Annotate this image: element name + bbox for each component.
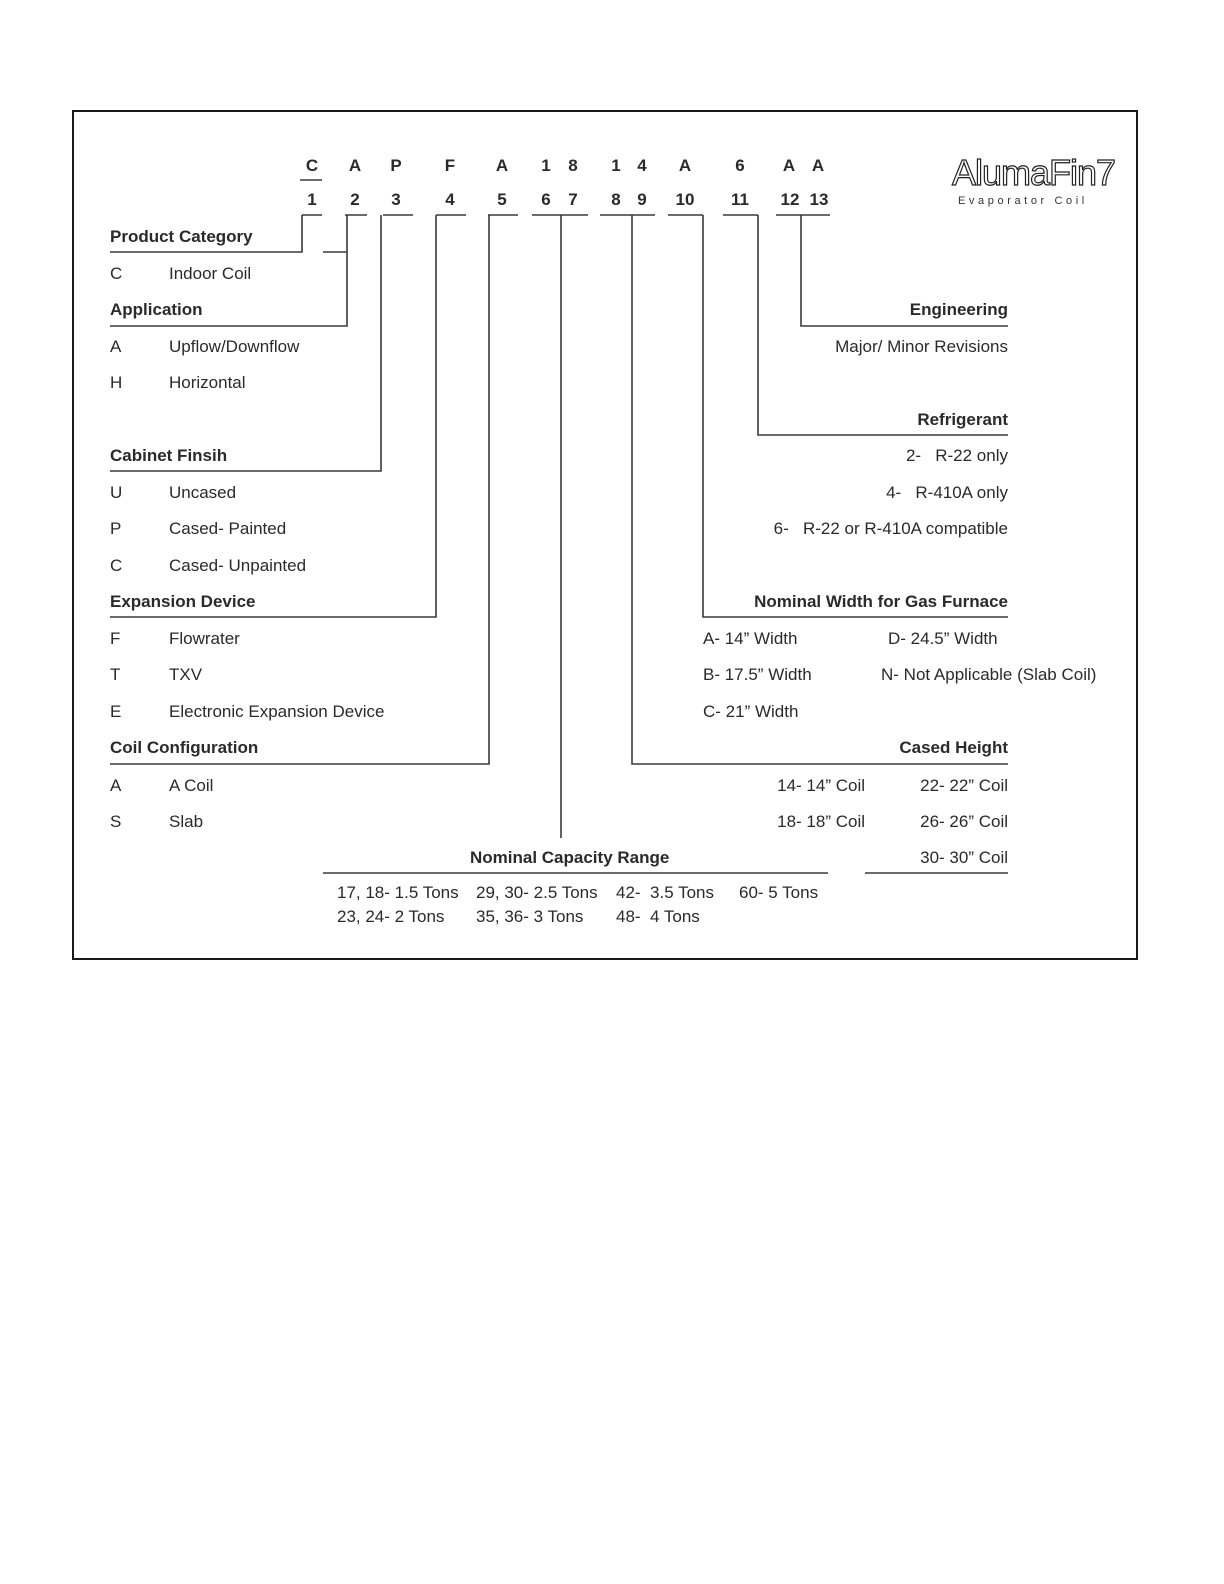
height-option: 22- 22” Coil [920, 776, 1008, 795]
code-label: Electronic Expansion Device [169, 702, 385, 721]
position-number: 8 [611, 190, 621, 209]
model-char: 1 [611, 156, 621, 175]
height-option: 26- 26” Coil [920, 812, 1008, 831]
code-letter: C [110, 556, 123, 575]
capacity-option: 17, 18- 1.5 Tons [337, 883, 459, 902]
position-number: 4 [445, 190, 455, 209]
coil-configuration-title: Coil Configuration [110, 738, 259, 757]
code-letter: S [110, 812, 122, 831]
height-option: 30- 30” Coil [920, 848, 1008, 867]
width-option: N- Not Applicable (Slab Coil) [881, 665, 1097, 684]
height-option: 14- 14” Coil [777, 776, 865, 795]
nominal-width-title: Nominal Width for Gas Furnace [754, 592, 1008, 611]
capacity-option: 23, 24- 2 Tons [337, 907, 445, 926]
model-char: A [782, 156, 796, 175]
model-char: A [348, 156, 362, 175]
cabinet-finish-title: Cabinet Finsih [110, 446, 228, 465]
model-char: 1 [541, 156, 551, 175]
code-letter: F [110, 629, 121, 648]
model-char: 6 [735, 156, 745, 175]
cased-height-title: Cased Height [899, 738, 1008, 757]
code-letter: P [110, 519, 122, 538]
position-number: 2 [350, 190, 360, 209]
capacity-option: 35, 36- 3 Tons [476, 907, 584, 926]
model-char: C [305, 156, 319, 175]
position-number: 1 [307, 190, 317, 209]
code-label: Flowrater [169, 629, 240, 648]
model-char: 4 [637, 156, 647, 175]
engineering-title: Engineering [909, 300, 1008, 319]
refrigerant-item: 2- R-22 only [905, 446, 1008, 465]
capacity-option: 60- 5 Tons [739, 883, 819, 902]
model-char: A [495, 156, 509, 175]
width-option: A- 14” Width [703, 629, 798, 648]
alumafin-logo: AlumaFin7 [952, 152, 1116, 193]
position-number: 13 [809, 190, 829, 209]
code-letter: C [110, 264, 123, 283]
capacity-title: Nominal Capacity Range [470, 848, 670, 867]
refrigerant-title: Refrigerant [917, 410, 1008, 429]
code-letter: A [110, 337, 122, 356]
code-label: Uncased [169, 483, 237, 502]
refrigerant-item: 6- R-22 or R-410A compatible [773, 519, 1008, 538]
expansion-device-title: Expansion Device [110, 592, 256, 611]
code-label: Indoor Coil [169, 264, 252, 283]
model-char: 8 [568, 156, 578, 175]
model-char: A [811, 156, 825, 175]
height-option: 18- 18” Coil [777, 812, 865, 831]
code-label: TXV [169, 665, 203, 684]
code-label: A Coil [169, 776, 214, 795]
engineering-item: Major/ Minor Revisions [835, 337, 1008, 356]
code-label: Cased- Painted [169, 519, 287, 538]
width-option: D- 24.5” Width [888, 629, 998, 648]
position-number: 11 [731, 190, 749, 209]
application-title: Application [110, 300, 203, 319]
position-number: 10 [675, 190, 695, 209]
code-label: Horizontal [169, 373, 246, 392]
position-number: 3 [391, 190, 401, 209]
code-letter: A [110, 776, 122, 795]
refrigerant-item: 4- R-410A only [886, 483, 1008, 502]
capacity-option: 42- 3.5 Tons [616, 883, 714, 902]
logo-subtitle: Evaporator Coil [958, 195, 1088, 207]
model-char: P [390, 156, 402, 175]
code-letter: E [110, 702, 122, 721]
code-letter: T [110, 665, 121, 684]
capacity-option: 48- 4 Tons [616, 907, 700, 926]
model-char: A [678, 156, 692, 175]
position-number: 5 [497, 190, 507, 209]
position-number: 12 [780, 190, 800, 209]
code-letter: U [110, 483, 123, 502]
position-number: 9 [637, 190, 647, 209]
width-option: B- 17.5” Width [703, 665, 812, 684]
width-option: C- 21” Width [703, 702, 799, 721]
code-label: Slab [169, 812, 204, 831]
position-number: 7 [568, 190, 578, 209]
capacity-option: 29, 30- 2.5 Tons [476, 883, 598, 902]
product-category-title: Product Category [110, 227, 253, 246]
model-char: F [444, 156, 456, 175]
code-label: Upflow/Downflow [169, 337, 300, 356]
position-number: 6 [541, 190, 551, 209]
code-label: Cased- Unpainted [169, 556, 307, 575]
code-letter: H [110, 373, 123, 392]
